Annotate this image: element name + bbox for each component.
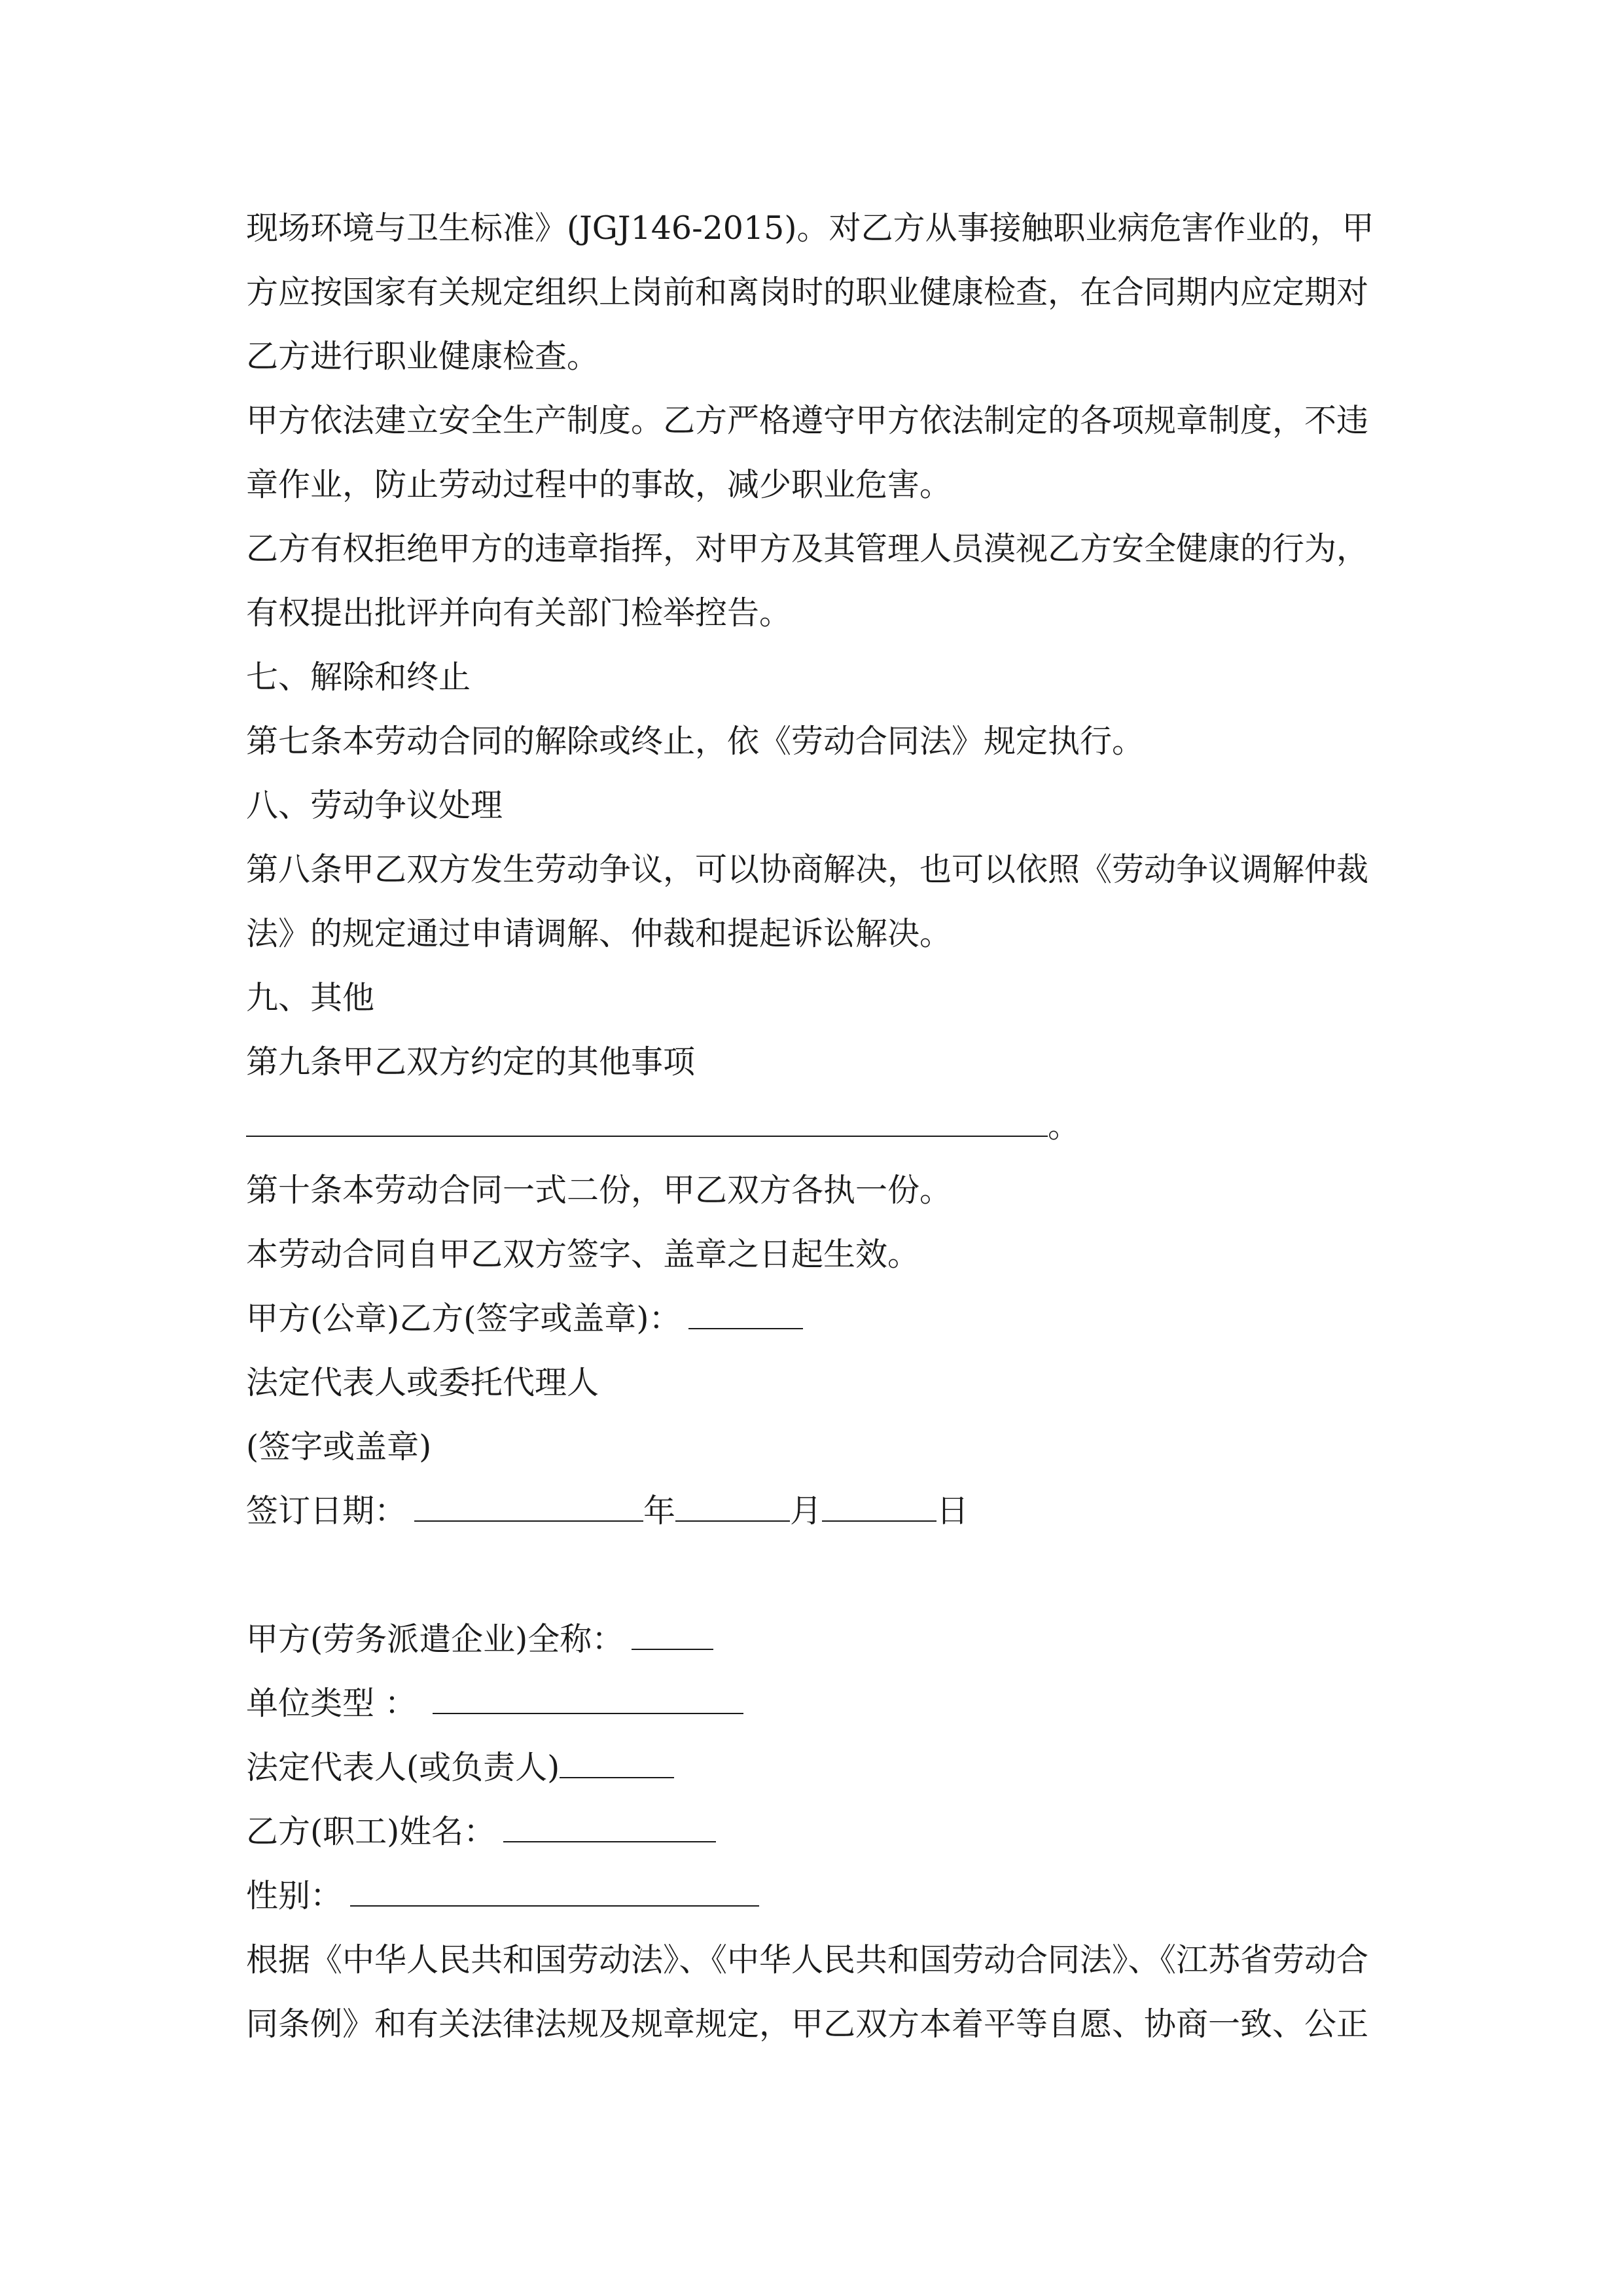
paragraph-line: 章作业，防止劳动过程中的事故，减少职业危害。 [246, 466, 952, 503]
paragraph-line: 方应按国家有关规定组织上岗前和离岗时的职业健康检查，在合同期内应定期对 [246, 274, 1369, 311]
gender-blank [350, 1876, 759, 1907]
unit-type-line: 单位类型 ： [246, 1672, 743, 1736]
section-heading-dispute: 八、劳动争议处理 [246, 787, 503, 824]
employee-name-line: 乙方(职工)姓名： [246, 1800, 716, 1864]
gender-line: 性别： [246, 1864, 759, 1928]
legal-rep-blank [560, 1748, 674, 1778]
paragraph-line: 法定代表人或委托代理人 [246, 1364, 599, 1401]
paragraph-line: 乙方进行职业健康检查。 [246, 338, 599, 375]
day-blank [822, 1492, 936, 1522]
other-matters-blank [246, 1107, 1048, 1137]
paragraph-line: 同条例》和有关法律法规及规章规定，甲乙双方本着平等自愿、协商一致、公正 [246, 2005, 1369, 2043]
unit-type-blank [433, 1684, 743, 1714]
paragraph-line: (签字或盖章) [246, 1428, 432, 1465]
paragraph-line: 法》的规定通过申请调解、仲裁和提起诉讼解决。 [246, 915, 952, 952]
paragraph-line: 甲方依法建立安全生产制度。乙方严格遵守甲方依法制定的各项规章制度，不违 [246, 402, 1369, 439]
paragraph-line: 现场环境与卫生标准》(JGJ146-2015)。对乙方从事接触职业病危害作业的，甲 [246, 209, 1374, 247]
paragraph-line: 乙方有权拒绝甲方的违章指挥，对甲方及其管理人员漠视乙方安全健康的行为， [246, 530, 1369, 567]
signature-line: 甲方(公章)乙方(签字或盖章)： [246, 1287, 803, 1351]
paragraph-line: 第九条甲乙双方约定的其他事项 [246, 1043, 696, 1081]
employer-name-line: 甲方(劳务派遣企业)全称： [246, 1607, 713, 1672]
employer-name-blank [632, 1620, 713, 1650]
paragraph-line: 根据《中华人民共和国劳动法》、《中华人民共和国劳动合同法》、《江苏省劳动合 [246, 1941, 1369, 1979]
other-matters-fill-line [246, 1094, 1080, 1158]
party-b-signature-blank [688, 1299, 803, 1329]
signing-date-line: 签订日期： 年 月 日 [246, 1492, 969, 1530]
employee-name-blank [503, 1812, 716, 1842]
paragraph-line: 第八条甲乙双方发生劳动争议，可以协商解决，也可以依照《劳动争议调解仲裁 [246, 851, 1369, 888]
year-blank [414, 1492, 643, 1522]
period-mark: 。 [1048, 1107, 1080, 1145]
section-heading-other: 九、其他 [246, 979, 375, 1016]
paragraph-line: 第十条本劳动合同一式二份，甲乙双方各执一份。 [246, 1172, 952, 1209]
paragraph-line: 本劳动合同自甲乙双方签字、盖章之日起生效。 [246, 1236, 920, 1273]
paragraph-line: 第七条本劳动合同的解除或终止，依《劳动合同法》规定执行。 [246, 723, 1145, 760]
legal-rep-line: 法定代表人(或负责人) [246, 1736, 674, 1800]
section-heading-termination: 七、解除和终止 [246, 658, 471, 696]
month-blank [675, 1492, 790, 1522]
paragraph-line: 有权提出批评并向有关部门检举控告。 [246, 594, 792, 632]
